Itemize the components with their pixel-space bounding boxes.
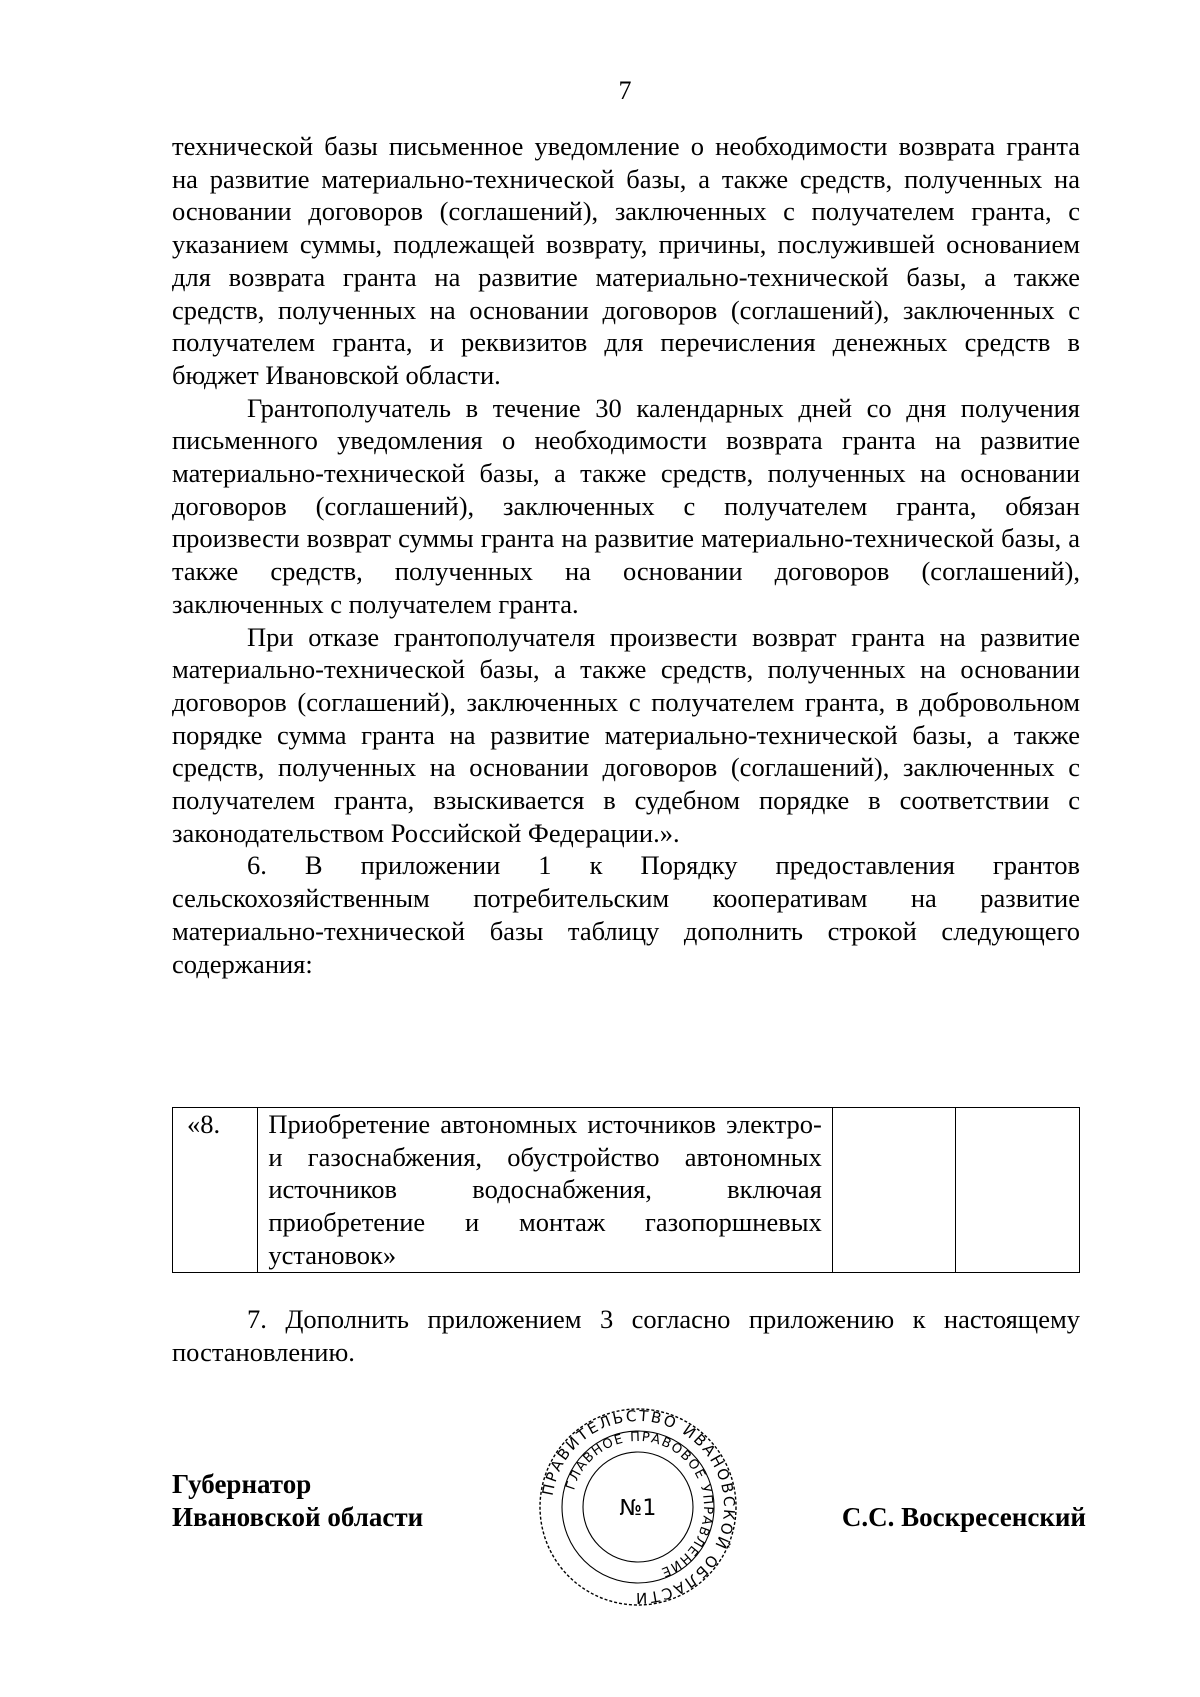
- paragraph-3: При отказе грантополучателя произвести возврат гранта на развитие материально-технической базы, а также средств, полученных на основании договоров (соглашений), заключенных с получателем гранта, в добровольном порядке сумма гранта на развитие материально-технической базы, а также средств, полученных на основании договоров (соглашений), заключенных с получателем гранта, взыскивается в судебном порядке в соответствии с законодательством Российской Федерации.».: [172, 621, 1080, 848]
- table-row: [173, 1108, 1080, 1273]
- signatory-title: [172, 1468, 423, 1534]
- table-cell-description: Приобретение автономных источников электро- и газоснабжения, обустройство автономных источников водоснабжения, включая приобретение и монтаж газопоршневых установок»: [258, 1108, 832, 1273]
- paragraph-2: Грантополучатель в течение 30 календарных дней со дня получения письменного уведомления о необходимости возврата гранта на развитие материально-технической базы, а также средств, полученных на основании договоров (соглашений), заключенных с получателем гранта, обязан произвести возврат суммы гранта на развитие материально-технической базы, а также средств, полученных на основании договоров (соглашений), заключенных с получателем гранта.: [172, 392, 1080, 619]
- appendix-table-row: [172, 1107, 1080, 1273]
- table-cell-empty: [956, 1108, 1080, 1273]
- signatory-name: С.С. Воскресенский: [841, 1502, 1086, 1532]
- page-number: 7: [618, 76, 632, 105]
- seal-number: №1: [619, 1496, 657, 1521]
- paragraph-1: технической базы письменное уведомление о необходимости возврата гранта на развитие материально-технической базы, а также средств, полученных на основании договоров (соглашений), заключенных с получателем гранта, с указанием суммы, подлежащей возврату, причины, послужившей основанием для возврата гранта на развитие материально-технической базы, а также средств, полученных на основании договоров (соглашений), заключенных с получателем гранта, и реквизитов для перечисления денежных средств в бюджет Ивановской области.: [172, 131, 1080, 390]
- table-cell-empty: [832, 1108, 956, 1273]
- signatory-title-line1: Губернатор: [172, 1469, 312, 1499]
- seal-inner-text: ГЛАВНОЕ ПРАВОВОЕ УПРАВЛЕНИЕ: [563, 1429, 716, 1580]
- body-text: [172, 130, 1080, 980]
- seal-outer-text: ПРАВИТЕЛЬСТВО ИВАНОВСКОЙ ОБЛАСТИ: [538, 1407, 739, 1607]
- table-cell-number: «8.: [173, 1108, 258, 1273]
- paragraph-item-6: 6. В приложении 1 к Порядку предоставления грантов сельскохозяйственным потребительским кооперативам на развитие материально-технической базы таблицу дополнить строкой следующего содержания:: [172, 850, 1080, 979]
- signatory-title-line2: Ивановской области: [172, 1502, 424, 1532]
- paragraph-item-7: [172, 1303, 1080, 1368]
- official-seal-stamp: [533, 1407, 743, 1607]
- item-7-text: 7. Дополнить приложением 3 согласно приложению к настоящему постановлению.: [172, 1304, 1080, 1367]
